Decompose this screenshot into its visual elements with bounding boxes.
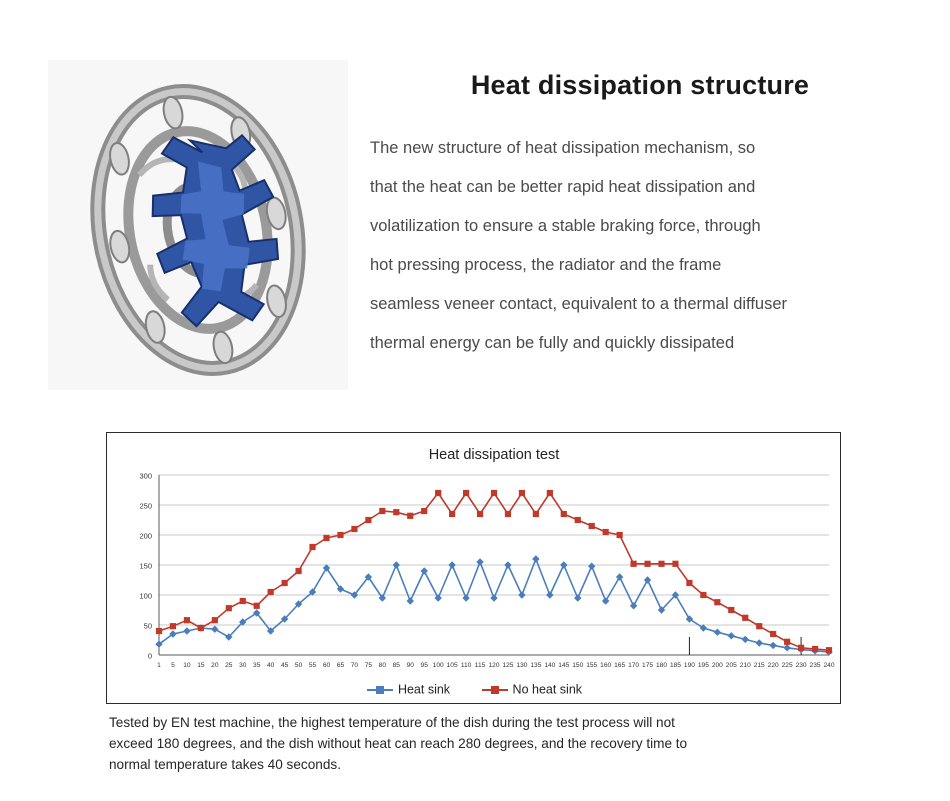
legend-label-heat-sink: Heat sink <box>397 683 451 697</box>
svg-text:135: 135 <box>530 662 542 669</box>
svg-text:185: 185 <box>669 662 681 669</box>
svg-text:85: 85 <box>392 662 400 669</box>
svg-text:65: 65 <box>336 662 345 669</box>
svg-text:Heat dissipation test: Heat dissipation test <box>428 447 560 463</box>
svg-text:1: 1 <box>157 662 161 669</box>
svg-text:20: 20 <box>211 662 219 669</box>
hero-paragraph-line: seamless veneer contact, equivalent to a thermal diffuser <box>370 295 788 313</box>
svg-text:210: 210 <box>739 662 751 669</box>
hero-paragraph-line: that the heat can be better rapid heat dissipation and <box>370 178 756 196</box>
svg-text:200: 200 <box>139 531 152 541</box>
svg-text:220: 220 <box>767 662 779 669</box>
svg-text:15: 15 <box>197 662 205 669</box>
page-title: Heat dissipation structure <box>470 70 810 100</box>
svg-text:300: 300 <box>139 471 152 481</box>
svg-text:115: 115 <box>474 662 486 669</box>
legend-item-no-heat-sink <box>482 682 582 697</box>
svg-text:50: 50 <box>143 621 152 631</box>
hero-paragraph-line: volatilization to ensure a stable braking force, through <box>370 217 761 235</box>
hero-paragraph-line: hot pressing process, the radiator and the frame <box>370 256 722 274</box>
svg-text:105: 105 <box>446 662 458 669</box>
svg-text:80: 80 <box>378 662 387 669</box>
legend-label-no-heat-sink: No heat sink <box>512 683 583 697</box>
svg-text:240: 240 <box>823 662 835 669</box>
svg-text:230: 230 <box>795 662 807 669</box>
caption-line: normal temperature takes 40 seconds. <box>109 757 341 772</box>
hero-paragraph-line: The new structure of heat dissipation mechanism, so <box>370 139 756 157</box>
svg-text:45: 45 <box>280 662 289 669</box>
svg-text:155: 155 <box>586 662 598 669</box>
legend-swatch-no-heat-sink <box>482 689 508 691</box>
caption-line: Tested by EN test machine, the highest temperature of the dish during the test process will not <box>109 715 675 730</box>
legend-item-heat-sink <box>367 682 450 697</box>
svg-text:160: 160 <box>600 662 612 669</box>
svg-text:100: 100 <box>432 662 444 669</box>
svg-text:140: 140 <box>544 662 556 669</box>
svg-text:25: 25 <box>225 662 233 669</box>
svg-text:225: 225 <box>781 662 793 669</box>
svg-text:120: 120 <box>488 662 500 669</box>
svg-text:200: 200 <box>711 662 723 669</box>
svg-text:110: 110 <box>460 662 472 669</box>
svg-text:35: 35 <box>253 662 261 669</box>
svg-text:50: 50 <box>294 662 303 669</box>
svg-text:195: 195 <box>697 662 709 669</box>
legend-swatch-heat-sink <box>367 689 393 691</box>
svg-text:0: 0 <box>147 651 152 661</box>
chart-caption <box>109 712 869 775</box>
brake-disc-image <box>48 60 348 390</box>
svg-text:95: 95 <box>420 662 428 669</box>
svg-text:150: 150 <box>572 662 584 669</box>
chart-legend <box>107 682 842 697</box>
svg-text:145: 145 <box>558 662 570 669</box>
svg-text:30: 30 <box>239 662 247 669</box>
svg-text:60: 60 <box>322 662 331 669</box>
svg-text:175: 175 <box>642 662 654 669</box>
hero-paragraph-line: thermal energy can be fully and quickly dissipated <box>370 334 735 352</box>
svg-text:75: 75 <box>364 662 373 669</box>
svg-text:170: 170 <box>628 662 640 669</box>
brake-disc-illustration <box>48 60 348 390</box>
chart-container <box>106 432 841 704</box>
svg-text:190: 190 <box>683 662 695 669</box>
svg-text:70: 70 <box>350 662 359 669</box>
svg-text:250: 250 <box>139 501 152 511</box>
svg-text:215: 215 <box>753 662 765 669</box>
svg-text:100: 100 <box>139 591 152 601</box>
svg-text:150: 150 <box>139 561 152 571</box>
svg-text:235: 235 <box>809 662 821 669</box>
svg-text:205: 205 <box>725 662 737 669</box>
caption-line: exceed 180 degrees, and the dish without heat can reach 280 degrees, and the recovery time to <box>109 736 688 751</box>
hero-paragraph <box>370 129 910 363</box>
svg-text:10: 10 <box>183 662 191 669</box>
svg-text:130: 130 <box>516 662 528 669</box>
hero-text-block <box>370 70 910 363</box>
svg-text:125: 125 <box>502 662 514 669</box>
svg-text:165: 165 <box>614 662 626 669</box>
hero-section <box>0 30 950 390</box>
svg-text:55: 55 <box>308 662 317 669</box>
svg-text:5: 5 <box>171 662 175 669</box>
heat-dissipation-chart <box>107 433 842 705</box>
svg-text:40: 40 <box>266 662 275 669</box>
svg-text:90: 90 <box>406 662 414 669</box>
svg-text:180: 180 <box>655 662 668 669</box>
